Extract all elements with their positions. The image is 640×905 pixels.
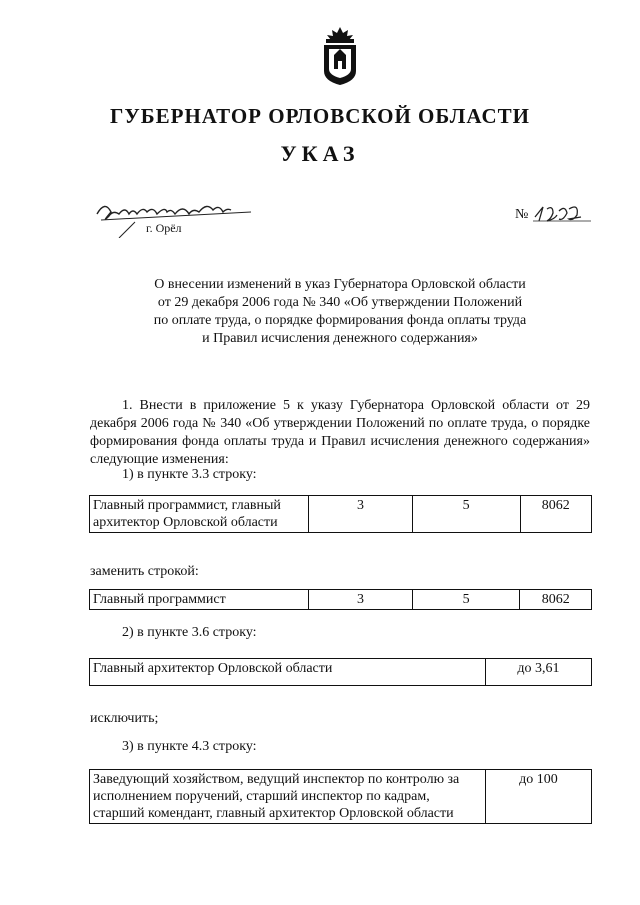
table-row [90,496,592,533]
document-subject: О внесении изменений в указ Губернатора Орловской области от 29 декабря 2006 года № 340 «Об утверждении Положений по оплате труда, о порядке формирования фонда оплаты труда и Правил исчисления денежного содержания» [153,277,527,346]
table-cell: до 3,61 [485,659,591,686]
table-cell: Главный архитектор Орловской области [90,659,486,686]
document-type: УКАЗ [280,141,360,166]
table-cell: 8062 [520,590,592,610]
item-3-label: 3) в пункте 4.3 строку: [122,739,257,754]
exclude-label: исключить; [90,711,159,726]
table-cell: 3 [309,496,413,533]
handwritten-number [533,203,593,225]
table-row [90,770,592,824]
table-cell: Главный программист, главный архитектор Орловской области [90,496,309,533]
table-row [90,659,592,686]
table-replacement-row-3-3 [89,589,592,610]
item-2-label: 2) в пункте 3.6 строку: [122,625,257,640]
table-cell: Главный программист [90,590,309,610]
paragraph-1: 1. Внести в приложение 5 к указу Губернатора Орловской области от 29 декабря 2006 года № 340 «Об утверждении Положений по оплате труда, о порядке формирования фонда оплаты труда и Правил исчисления денежного содержания» следующие изменения: [90,398,590,467]
table-cell: 3 [309,590,413,610]
coat-of-arms-emblem [320,25,360,87]
replace-with-label: заменить строкой: [90,564,199,579]
table-row-3-6 [89,658,592,686]
item-1-label: 1) в пункте 3.3 строку: [122,467,257,482]
table-cell: Заведующий хозяйством, ведущий инспектор по контролю за исполнением поручений, старший инспектор по кадрам, старший комендант, главный архитектор Орловской области [90,770,486,824]
table-cell: 5 [412,496,520,533]
number-label: № [515,207,529,222]
table-original-row-3-3 [89,495,592,533]
table-cell: 5 [412,590,520,610]
table-cell: 8062 [520,496,592,533]
city-label: г. Орёл [146,221,182,235]
table-row [90,590,592,610]
table-cell: до 100 [485,770,591,824]
issuing-authority: ГУБЕРНАТОР ОРЛОВСКОЙ ОБЛАСТИ [109,104,531,128]
table-row-4-3 [89,769,592,824]
